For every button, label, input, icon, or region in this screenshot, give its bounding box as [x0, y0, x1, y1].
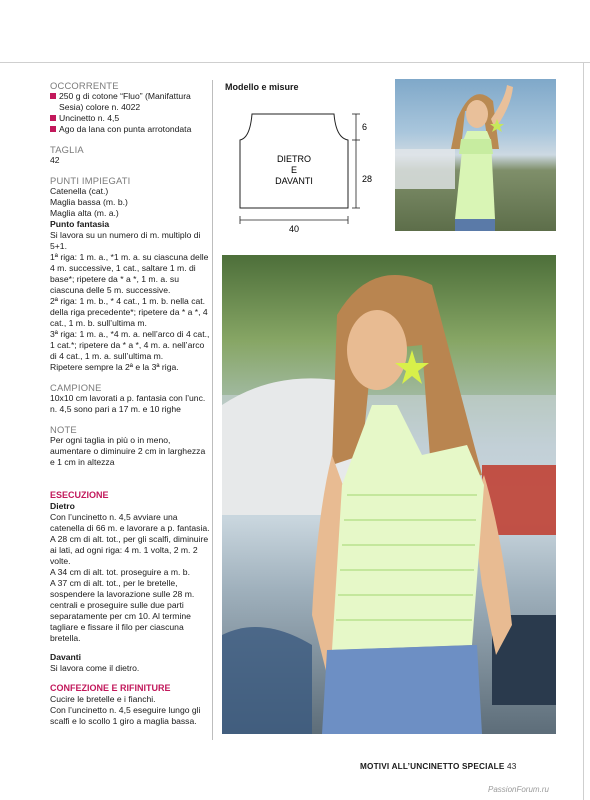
page-number: 43 [507, 762, 517, 771]
bullet-square-icon [50, 93, 56, 99]
fancy-stitch-line: Ripetere sempre la 2ª e la 3ª riga. [50, 362, 179, 372]
size-value: 42 [50, 155, 60, 165]
material-item: 250 g di cotone “Fluo” (Manifattura Sesia) colore n. 4022 [50, 91, 210, 113]
fancy-stitch-line: 3ª riga: 1 m. a., *4 m. a. nell’arco di 4 cat., 1 cat.*; ripetere da * a *, 4 m. a. nell’arco di 4 cat., 1 m. a. sull’ultima m. [50, 329, 210, 361]
stitch-item: Maglia bassa (m. b.) [50, 197, 128, 207]
back-line: A 28 cm di alt. tot., per gli scalfi, diminuire ai lati, ad ogni riga: 4 m. 1 volta, 2 m. 2 volte. [50, 534, 209, 566]
watermark: PassionForum.ru [488, 785, 549, 794]
front-text: Si lavora come il dietro. [50, 663, 140, 673]
column-divider [212, 80, 213, 740]
gauge-text: 10x10 cm lavorati a p. fantasia con l’unc. n. 4,5 sono pari a 17 m. e 10 righe [50, 393, 206, 414]
material-item: Ago da lana con punta arrotondata [50, 124, 210, 135]
front-title: Davanti [50, 652, 82, 662]
stitch-item: Maglia alta (m. a.) [50, 208, 119, 218]
instructions-column [50, 80, 210, 727]
right-rule [583, 62, 584, 800]
fancy-stitch-title: Punto fantasia [50, 219, 110, 229]
execution-heading: ESECUZIONE [50, 490, 109, 500]
bullet-square-icon [50, 115, 56, 121]
material-item: Uncinetto n. 4,5 [50, 113, 210, 124]
gauge-heading: CAMPIONE [50, 382, 102, 393]
fancy-stitch-line: 1ª riga: 1 m. a., *1 m. a. su ciascuna delle 4 m. successive, 1 cat., saltare 1 m. di base*; ripetere da * a *, 1 m. a. su ciascuna delle 5 m. successive. [50, 252, 209, 295]
stitches-heading: PUNTI IMPIEGATI [50, 175, 131, 186]
model-front-photo [395, 79, 556, 231]
bullet-square-icon [50, 126, 56, 132]
top-rule [0, 62, 590, 63]
magazine-title: MOTIVI ALL’UNCINETTO SPECIALE [360, 762, 505, 771]
size-heading: TAGLIA [50, 144, 84, 155]
diagram-label: DIETRO [276, 154, 312, 164]
diagram-title: Modello e misure [225, 82, 299, 92]
finishing-heading: CONFEZIONE E RIFINITURE [50, 683, 171, 693]
stitch-item: Catenella (cat.) [50, 186, 109, 196]
back-line: Con l’uncinetto n. 4,5 avviare una catenella di 66 m. e lavorare a p. fantasia. [50, 512, 210, 533]
diagram-label: E [290, 165, 298, 175]
model-back-photo [222, 255, 556, 734]
notes-text: Per ogni taglia in più o in meno, aumentare o diminuire 2 cm in larghezza e 1 cm in altezza [50, 435, 206, 467]
fancy-stitch-line: Si lavora su un numero di m. multiplo di 5+1. [50, 230, 201, 251]
schematic-diagram [228, 100, 388, 240]
back-title: Dietro [50, 501, 75, 511]
dim-width-label: 40 [288, 224, 300, 234]
back-line: A 37 cm di alt. tot., per le bretelle, sospendere la lavorazione sulle 28 m. centrali e proseguire sulle due parti separatamente per cm 10. Al termine tagliare e fissare il filo per ciascuna bretella. [50, 578, 195, 643]
back-line: A 34 cm di alt. tot. proseguire a m. b. [50, 567, 190, 577]
diagram-label: DAVANTI [275, 176, 313, 186]
finishing-line: Con l’uncinetto n. 4,5 eseguire lungo gli scalfi e lo scollo 1 giro a maglia bassa. [50, 705, 201, 726]
fancy-stitch-line: 2ª riga: 1 m. b., * 4 cat., 1 m. b. nella cat. della riga precedente*; ripetere da * a *, 4 cat., 1 m. b. sull’ultima m. [50, 296, 208, 328]
notes-heading: NOTE [50, 424, 77, 435]
dim-top-label: 6 [362, 122, 368, 132]
page-footer [360, 762, 517, 771]
finishing-line: Cucire le bretelle e i fianchi. [50, 694, 156, 704]
materials-heading: OCCORRENTE [50, 80, 119, 91]
dim-side-label: 28 [362, 174, 373, 184]
